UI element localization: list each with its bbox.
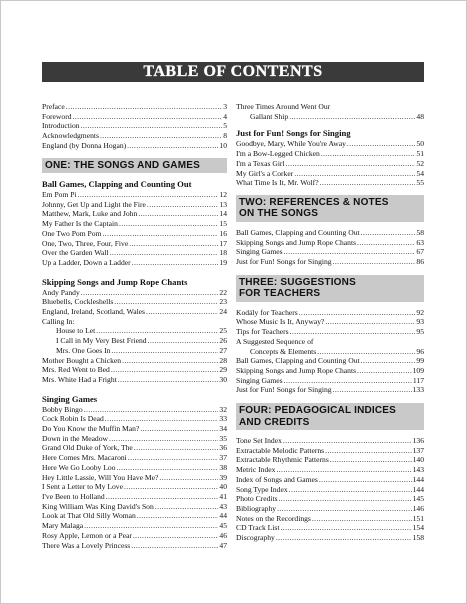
entry-title: Andy Pandy — [42, 287, 80, 297]
toc-entry[interactable] — [236, 376, 424, 386]
toc-entry[interactable] — [236, 494, 424, 504]
entry-page: 44 — [219, 511, 227, 521]
toc-entry[interactable] — [42, 307, 227, 317]
entry-page: 145 — [412, 494, 424, 504]
leader-dots — [148, 336, 219, 346]
entry-page: 3 — [223, 102, 227, 111]
toc-entry[interactable] — [236, 317, 424, 327]
entry-page: 27 — [219, 345, 227, 355]
entry-page: 4 — [223, 111, 227, 121]
leader-dots — [66, 102, 222, 112]
toc-entry[interactable] — [42, 326, 227, 336]
front-matter-list — [42, 102, 227, 151]
toc-entry[interactable] — [42, 502, 227, 512]
leader-dots — [361, 356, 416, 366]
toc-entry[interactable] — [42, 414, 227, 424]
leader-dots — [159, 473, 218, 483]
entry-page: 12 — [219, 190, 227, 200]
leader-dots — [317, 347, 415, 357]
entry-page: 86 — [416, 257, 424, 267]
leader-dots — [109, 434, 218, 444]
toc-entry[interactable] — [236, 139, 424, 149]
entry-title: My Father Is the Captain — [42, 219, 118, 229]
entry-page: 140 — [412, 455, 424, 465]
toc-entry[interactable] — [236, 178, 424, 188]
entry-page: 146 — [412, 503, 424, 513]
leader-dots — [325, 446, 411, 456]
toc-entry[interactable] — [236, 356, 424, 366]
leader-dots — [84, 405, 219, 415]
entry-title: Goodbye, Mary, While You're Away — [236, 139, 346, 149]
entry-page: 26 — [219, 336, 227, 346]
entry-page: 51 — [416, 149, 424, 159]
toc-entry[interactable] — [42, 229, 227, 239]
entry-title: Matthew, Mark, Luke and John — [42, 209, 138, 219]
entry-title: Tone Set Index — [236, 436, 282, 446]
entry-title: Bibliography — [236, 503, 277, 513]
entry-title: King William Was King David's Son — [42, 501, 154, 511]
toc-entry[interactable] — [236, 112, 424, 122]
section-one-heading: ONE: THE SONGS AND GAMES — [42, 158, 227, 174]
entry-page: 17 — [219, 238, 227, 248]
entry-title: Skipping Songs and Jump Rope Chants — [236, 365, 357, 375]
entry-page: 13 — [219, 199, 227, 209]
entry-page: 109 — [412, 365, 424, 375]
section-two-heading-line1: TWO: REFERENCES & NOTES — [239, 196, 389, 208]
entry-title: Singing Games — [236, 247, 283, 257]
leader-dots — [284, 247, 416, 257]
calling-in-label: Calling In: — [42, 316, 75, 326]
toc-entry[interactable] — [236, 238, 424, 248]
toc-entry[interactable] — [236, 514, 424, 524]
leader-dots — [100, 131, 222, 141]
toc-entry[interactable] — [42, 531, 227, 541]
toc-entry[interactable] — [42, 356, 227, 366]
entry-title: Mary Malaga — [42, 521, 84, 531]
left-column — [42, 102, 227, 550]
entry-title: Preface — [42, 102, 65, 111]
entry-title: I Call in My Very Best Friend — [56, 336, 147, 346]
toc-entry[interactable] — [236, 347, 424, 357]
entry-title: Mrs. White Had a Fright — [42, 374, 117, 384]
entry-page: 93 — [416, 317, 424, 327]
entry-page: 16 — [219, 228, 227, 238]
entry-title: One Two Pom Pom — [42, 228, 102, 238]
section-four-heading-line2: AND CREDITS — [239, 416, 310, 428]
leader-dots — [357, 366, 412, 376]
entry-title: Em Pom Pi — [42, 190, 77, 200]
entry-title: Here We Go Looby Loo — [42, 462, 116, 472]
toc-entry[interactable] — [236, 228, 424, 238]
entry-title: Mrs. Red Went to Bed — [42, 365, 110, 375]
entry-page: 143 — [412, 465, 424, 475]
toc-entry[interactable] — [236, 504, 424, 514]
entry-title: England (by Donna Hogan) — [42, 140, 127, 150]
entry-page: 96 — [416, 346, 424, 356]
toc-entry[interactable] — [42, 443, 227, 453]
entry-title: Gallant Ship — [250, 111, 289, 121]
entry-title: Bluebells, Cockleshells — [42, 297, 114, 307]
toc-entry[interactable] — [42, 521, 227, 531]
entry-title: Kodály for Teachers — [236, 307, 298, 317]
toc-entry[interactable] — [236, 366, 424, 376]
entry-title: Bobby Bingo — [42, 404, 83, 414]
leader-dots — [137, 511, 219, 521]
entry-page: 15 — [219, 219, 227, 229]
entry-title: I'm a Texas Girl — [236, 158, 285, 168]
entry-title: Just for Fun! Songs for Singing — [236, 257, 332, 267]
toc-entry[interactable] — [236, 149, 424, 159]
entry-title: Look at That Old Silly Woman — [42, 511, 136, 521]
entry-title: Introduction — [42, 121, 80, 131]
leader-dots — [124, 482, 218, 492]
entry-page: 95 — [416, 327, 424, 337]
entry-page: 39 — [219, 472, 227, 482]
section-three-heading — [236, 275, 424, 302]
toc-entry[interactable] — [42, 365, 227, 375]
entry-title: Johnny, Get Up and Light the Fire — [42, 199, 146, 209]
section-three-list-a — [236, 308, 424, 337]
suggested-sequence-title: A Suggested Sequence of — [236, 336, 314, 346]
skipping-heading: Skipping Songs and Jump Rope Chants — [42, 276, 188, 287]
entry-title: Just for Fun! Songs for Singing — [236, 385, 332, 395]
ball-games-list — [42, 190, 227, 268]
toc-entry[interactable] — [42, 131, 227, 141]
entry-page: 136 — [412, 436, 424, 446]
entry-page: 54 — [416, 168, 424, 178]
leader-dots — [289, 112, 415, 122]
toc-entry[interactable] — [42, 346, 227, 356]
entry-page: 144 — [412, 484, 424, 494]
leader-dots — [133, 531, 219, 541]
entry-title: Down in the Meadow — [42, 433, 109, 443]
leader-dots — [155, 502, 219, 512]
just-for-fun-heading: Just for Fun! Songs for Singing — [236, 128, 351, 139]
leader-dots — [119, 219, 218, 229]
section-two-list — [236, 228, 424, 267]
leader-dots — [116, 463, 218, 473]
entry-title: Concepts & Elements — [250, 346, 317, 356]
toc-entry[interactable] — [42, 297, 227, 307]
entry-page: 37 — [219, 453, 227, 463]
ball-games-heading: Ball Games, Clapping and Counting Out — [42, 179, 192, 190]
leader-dots — [134, 443, 219, 453]
section-two-heading — [236, 195, 424, 222]
toc-entry[interactable] — [236, 446, 424, 456]
page-title: TABLE OF CONTENTS — [42, 62, 424, 82]
leader-dots — [129, 239, 218, 249]
section-two-heading-line2: ON THE SONGS — [239, 208, 319, 220]
toc-entry[interactable] — [42, 121, 227, 131]
toc-entry[interactable] — [236, 523, 424, 533]
leader-dots — [81, 121, 223, 131]
toc-entry[interactable] — [42, 424, 227, 434]
toc-entry[interactable] — [42, 219, 227, 229]
entry-title: Ball Games, Clapping and Counting Out — [236, 356, 360, 366]
toc-entry[interactable] — [42, 248, 227, 258]
toc-entry[interactable] — [236, 308, 424, 318]
leader-dots — [111, 365, 219, 375]
entry-page: 92 — [416, 307, 424, 317]
leader-dots — [279, 494, 412, 504]
toc-entry[interactable] — [236, 465, 424, 475]
leader-dots — [283, 436, 412, 446]
entry-page: 10 — [219, 140, 227, 150]
entry-title: Notes on the Recordings — [236, 513, 311, 523]
toc-entry[interactable] — [42, 141, 227, 151]
leader-dots — [299, 308, 416, 318]
entry-page: 50 — [416, 139, 424, 149]
entry-page: 19 — [219, 257, 227, 267]
leader-dots — [321, 149, 416, 159]
leader-dots — [128, 453, 219, 463]
leader-dots — [290, 327, 416, 337]
entry-title: Extractable Melodic Patterns — [236, 445, 325, 455]
toc-entry[interactable] — [42, 209, 227, 219]
toc-entry[interactable] — [42, 200, 227, 210]
entry-title: Hey Little Lassie, Will You Have Me? — [42, 472, 159, 482]
entry-page: 28 — [219, 355, 227, 365]
leader-dots — [122, 356, 218, 366]
toc-entry[interactable] — [236, 385, 424, 395]
entry-title: Metric Index — [236, 465, 276, 475]
entry-page: 25 — [219, 326, 227, 336]
toc-entry[interactable] — [236, 247, 424, 257]
entry-title: Whose Music Is It, Anyway? — [236, 317, 325, 327]
section-four-heading — [236, 403, 424, 430]
entry-title: Extractable Rhythmic Patterns — [236, 455, 329, 465]
entry-title: One, Two, Three, Four, Five — [42, 238, 129, 248]
entry-title: Discography — [236, 533, 275, 543]
leader-dots — [276, 465, 411, 475]
toc-entry[interactable] — [42, 336, 227, 346]
toc-entry[interactable] — [42, 190, 227, 200]
entry-page: 14 — [219, 209, 227, 219]
entry-title: Singing Games — [236, 375, 283, 385]
entry-page: 22 — [219, 287, 227, 297]
leader-dots — [312, 514, 412, 524]
entry-page: 32 — [219, 404, 227, 414]
leader-dots — [147, 200, 219, 210]
singing-games-heading: Singing Games — [42, 393, 98, 404]
entry-title: I've Been to Holland — [42, 492, 105, 501]
entry-page: 46 — [219, 530, 227, 540]
leader-dots — [325, 317, 415, 327]
entry-title: Mother Bought a Chicken — [42, 355, 122, 365]
toc-entry[interactable] — [236, 436, 424, 446]
entry-page: 29 — [219, 365, 227, 375]
entry-page: 34 — [219, 424, 227, 434]
leader-dots — [106, 492, 219, 502]
entry-page: 117 — [412, 375, 424, 385]
entry-page: 48 — [416, 111, 424, 121]
entry-page: 133 — [412, 385, 424, 395]
entry-title: England, Ireland, Scotland, Wales — [42, 307, 146, 317]
entry-page: 137 — [412, 445, 424, 455]
entry-page: 58 — [416, 227, 424, 237]
entry-page: 158 — [412, 533, 424, 543]
entry-page: 52 — [416, 158, 424, 168]
entry-title: Grand Old Duke of York, The — [42, 443, 133, 453]
entry-title: Up a Ladder, Down a Ladder — [42, 257, 131, 267]
toc-entry[interactable] — [42, 482, 227, 492]
leader-dots — [102, 229, 218, 239]
toc-entry[interactable] — [42, 492, 227, 502]
entry-title: Acknowledgments — [42, 131, 99, 141]
entry-page: 36 — [219, 443, 227, 453]
leader-dots — [361, 228, 416, 238]
entry-page: 23 — [219, 297, 227, 307]
toc-entry[interactable] — [42, 405, 227, 415]
toc-entry[interactable] — [42, 541, 227, 551]
toc-entry[interactable] — [42, 258, 227, 268]
leader-dots — [96, 326, 218, 336]
right-column — [236, 102, 424, 543]
toc-entry[interactable] — [42, 375, 227, 385]
leader-dots — [319, 475, 412, 485]
entry-title: House to Let — [56, 326, 96, 336]
entry-title: Index of Songs and Games — [236, 474, 318, 484]
singing-games-list — [42, 405, 227, 551]
section-four-heading-line1: FOUR: PEDAGOGICAL INDICES — [239, 405, 397, 417]
entry-title: Tips for Teachers — [236, 327, 289, 337]
entry-page: 43 — [219, 501, 227, 511]
entry-title: Cock Robin Is Dead — [42, 414, 104, 424]
toc-entry[interactable] — [42, 463, 227, 473]
leader-dots — [84, 521, 218, 531]
entry-page: 55 — [416, 178, 424, 188]
entry-title: My Girl's a Corker — [236, 168, 294, 178]
just-for-fun-list — [236, 139, 424, 188]
leader-dots — [105, 414, 219, 424]
entry-title: CD Track List — [236, 523, 280, 533]
entry-page: 67 — [416, 247, 424, 257]
entry-page: 99 — [416, 356, 424, 366]
toc-entry[interactable] — [236, 257, 424, 267]
toc-entry[interactable] — [236, 475, 424, 485]
leader-dots — [73, 112, 223, 122]
leader-dots — [127, 141, 218, 151]
toc-entry[interactable] — [42, 511, 227, 521]
leader-dots — [110, 248, 219, 258]
entry-title: Rosy Apple, Lemon or a Pear — [42, 530, 132, 540]
leader-dots — [333, 385, 412, 395]
toc-entry[interactable] — [236, 159, 424, 169]
section-three-list-b — [236, 356, 424, 395]
leader-dots — [81, 288, 219, 298]
leader-dots — [118, 375, 219, 385]
entry-title: Photo Credits — [236, 494, 278, 504]
skipping-list-b — [42, 356, 227, 385]
leader-dots — [138, 209, 218, 219]
section-three-heading-line1: THREE: SUGGESTIONS — [239, 276, 356, 288]
leader-dots — [146, 307, 218, 317]
leader-dots — [78, 190, 219, 200]
toc-entry[interactable] — [236, 533, 424, 543]
leader-dots — [333, 257, 416, 267]
entry-title: What Time Is It, Mr. Wolf? — [236, 178, 319, 188]
leader-dots — [111, 346, 218, 356]
toc-entry[interactable] — [42, 453, 227, 463]
entry-page: 38 — [219, 462, 227, 472]
leader-dots — [330, 455, 412, 465]
toc-entry[interactable] — [42, 239, 227, 249]
toc-entry[interactable] — [236, 485, 424, 495]
toc-entry[interactable] — [236, 455, 424, 465]
toc-entry[interactable] — [42, 473, 227, 483]
entry-page: 24 — [219, 307, 227, 317]
toc-entry[interactable] — [236, 169, 424, 179]
leader-dots — [131, 541, 218, 551]
toc-entry[interactable] — [42, 112, 227, 122]
entry-title: Skipping Songs and Jump Rope Chants — [236, 237, 357, 247]
entry-title: I'm a Bow-Legged Chicken — [236, 149, 320, 159]
leader-dots — [284, 376, 412, 386]
leader-dots — [140, 424, 218, 434]
leader-dots — [276, 533, 412, 543]
entry-page: 45 — [219, 521, 227, 531]
leader-dots — [320, 178, 416, 188]
entry-title: Over the Garden Wall — [42, 248, 109, 258]
toc-entry[interactable] — [236, 327, 424, 337]
entry-title: Mrs. One Goes In — [56, 345, 111, 355]
entry-page: 154 — [412, 523, 424, 533]
entry-page: 35 — [219, 433, 227, 443]
entry-page: 5 — [223, 121, 227, 131]
leader-dots — [294, 169, 415, 179]
entry-page: 47 — [219, 540, 227, 550]
entry-title: Here Comes Mrs. Macaroni — [42, 453, 127, 463]
entry-page: 33 — [219, 414, 227, 424]
toc-entry[interactable] — [42, 288, 227, 298]
leader-dots — [347, 139, 415, 149]
entry-title: Song Type Index — [236, 484, 288, 494]
toc-entry[interactable] — [42, 102, 227, 112]
entry-title: Do You Know the Muffin Man? — [42, 424, 140, 434]
leader-dots — [357, 238, 415, 248]
leader-dots — [132, 258, 219, 268]
entry-page: 18 — [219, 248, 227, 258]
calling-in-list — [42, 326, 227, 355]
entry-title: Foreword — [42, 111, 72, 121]
leader-dots — [280, 523, 411, 533]
three-times-title: Three Times Around Went Our — [236, 102, 331, 111]
leader-dots — [114, 297, 218, 307]
leader-dots — [289, 485, 412, 495]
section-four-list — [236, 436, 424, 543]
entry-page: 151 — [412, 513, 424, 523]
entry-page: 40 — [219, 482, 227, 492]
entry-page: 144 — [412, 474, 424, 484]
entry-title: I Sent a Letter to My Love — [42, 482, 123, 492]
entry-page: 8 — [223, 131, 227, 141]
entry-title: Ball Games, Clapping and Counting Out — [236, 227, 360, 237]
entry-page: 63 — [416, 237, 424, 247]
entry-page: 41 — [219, 492, 227, 501]
section-three-heading-line2: FOR TEACHERS — [239, 288, 321, 300]
entry-title: There Was a Lovely Princess — [42, 540, 131, 550]
leader-dots — [277, 504, 412, 514]
skipping-list-a — [42, 288, 227, 317]
toc-entry[interactable] — [42, 434, 227, 444]
entry-page: 30 — [219, 374, 227, 384]
leader-dots — [286, 159, 416, 169]
